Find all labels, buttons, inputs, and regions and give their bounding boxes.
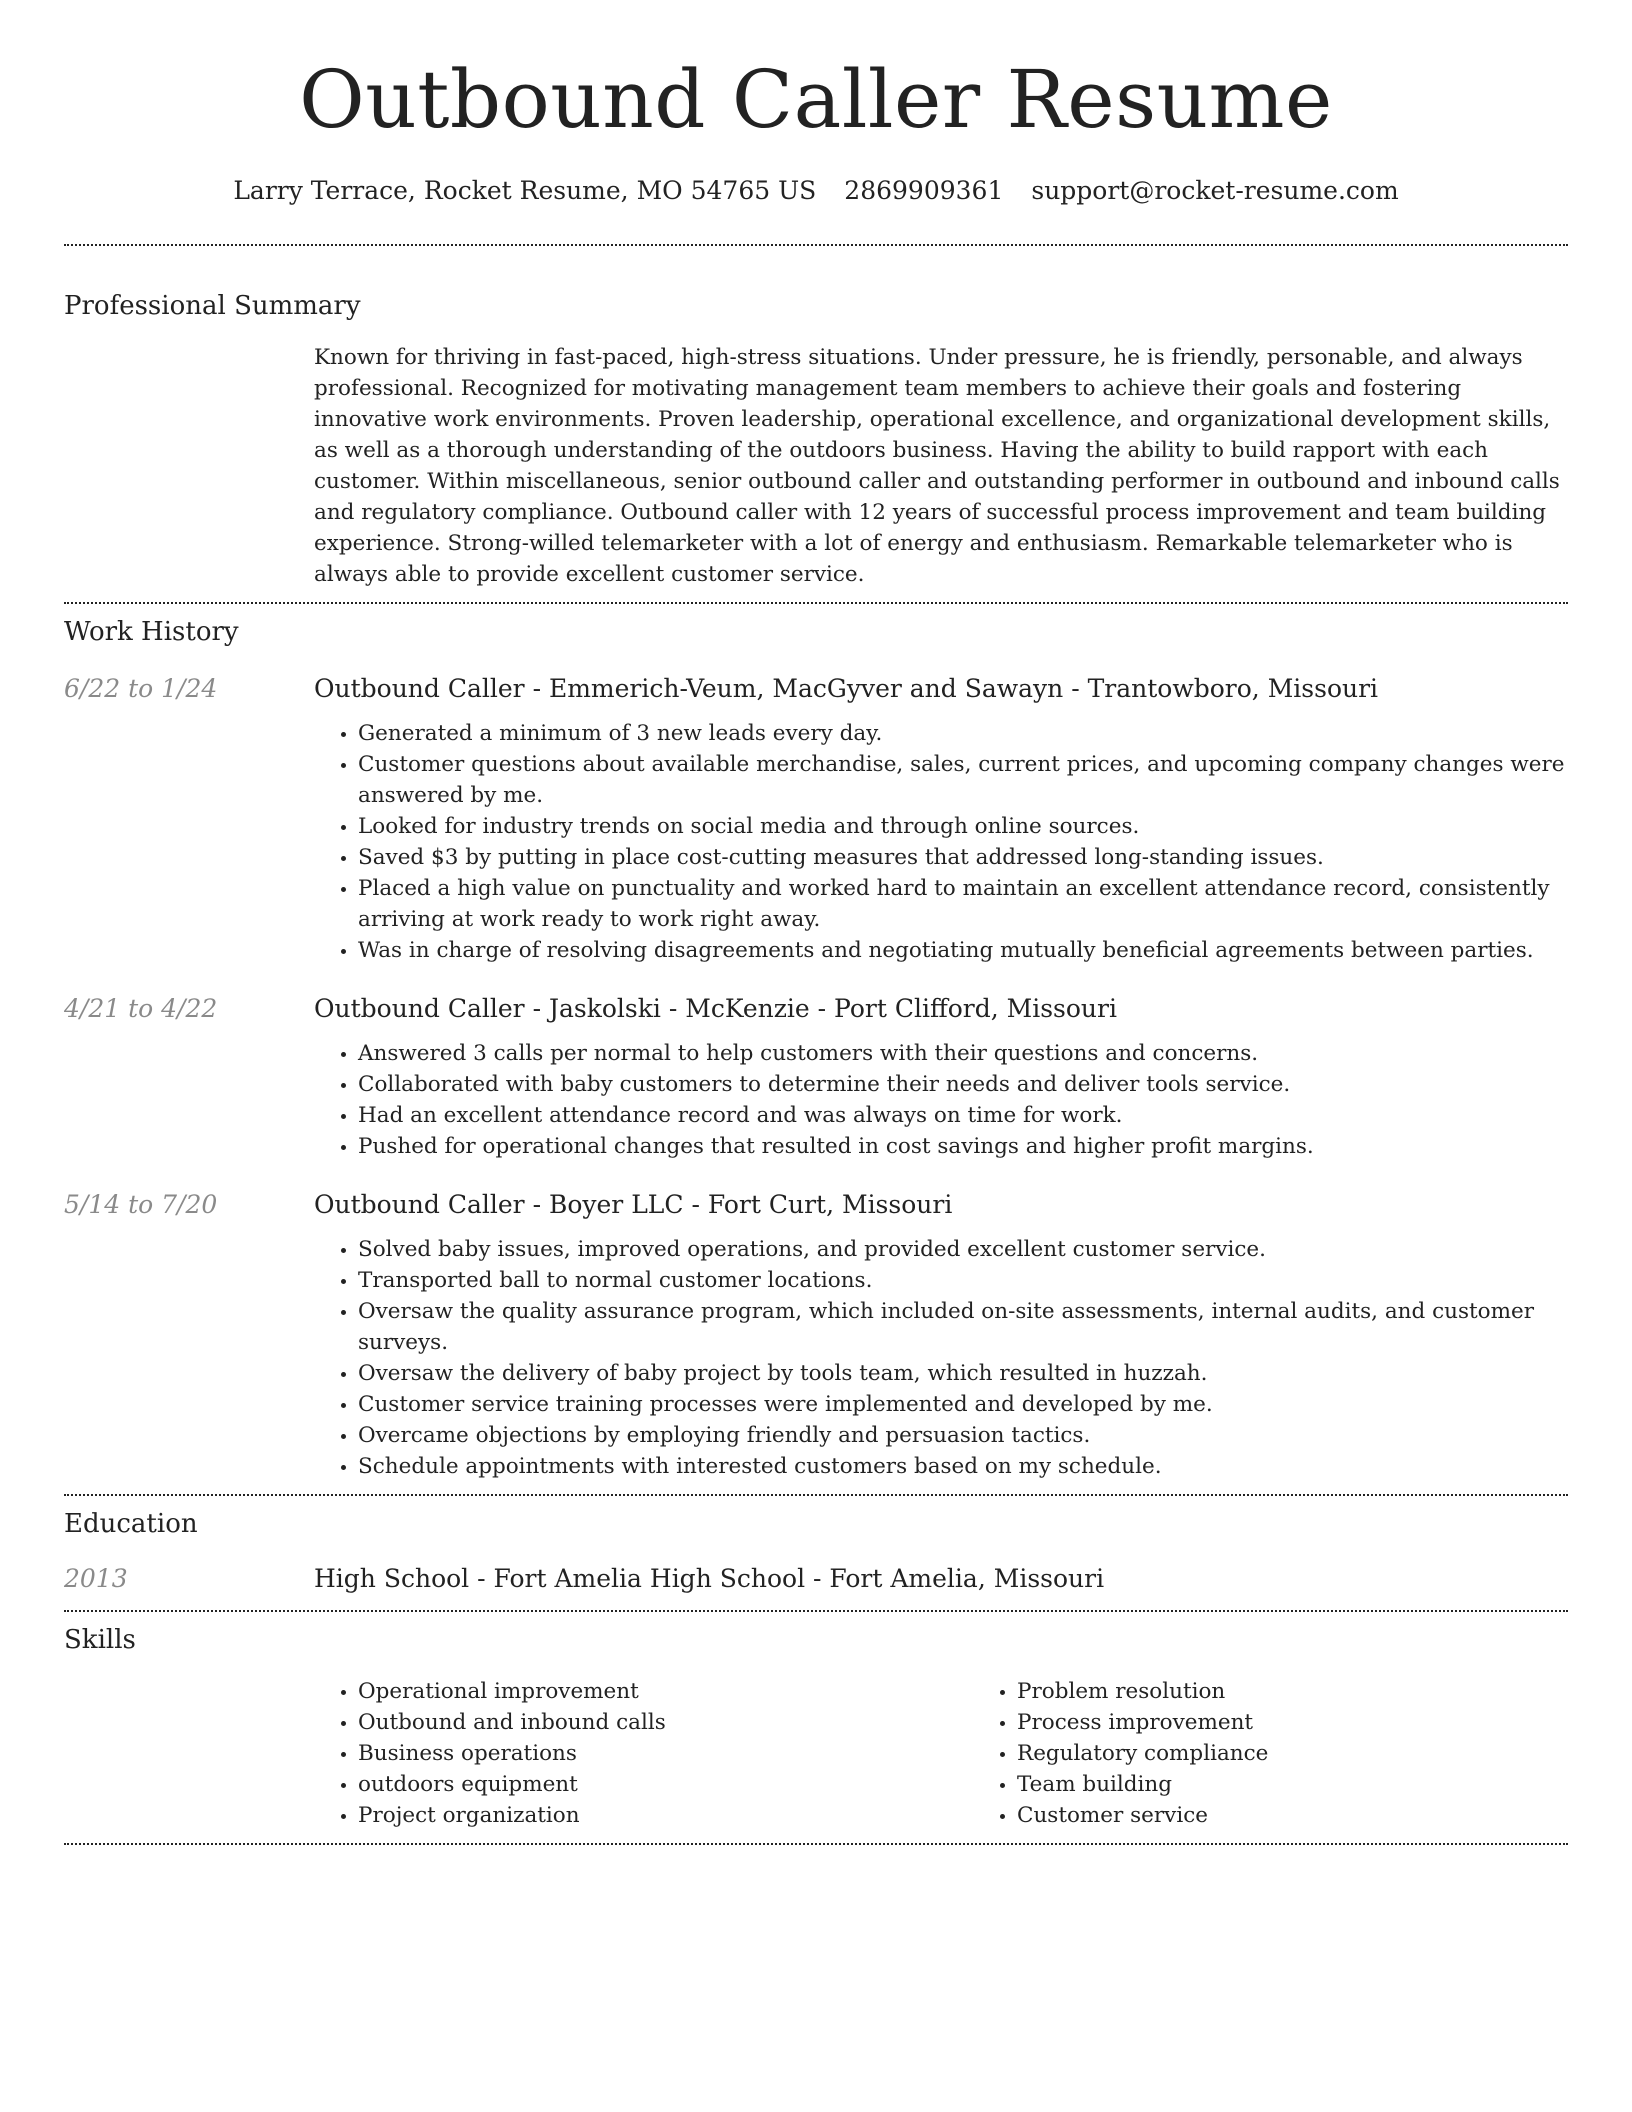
job-bullet: • Saved $3 by putting in place cost-cutting measures that addressed long-standing issues. — [358, 842, 1568, 873]
skills-heading: Skills — [64, 1625, 136, 1655]
divider — [64, 1843, 1568, 1845]
skills-section — [64, 1622, 1568, 1831]
job-bullet: • Generated a minimum of 3 new leads every day. — [358, 718, 1568, 749]
job-entry — [64, 992, 1568, 1162]
job-bullet: • Customer service training processes were implemented and developed by me. — [358, 1389, 1568, 1420]
job-title: Outbound Caller - Jaskolski - McKenzie - Port Clifford, Missouri — [314, 994, 1117, 1023]
job-bullet: • Customer questions about available merchandise, sales, current prices, and upcoming company changes were answered by me. — [358, 749, 1568, 811]
job-bullet: • Had an excellent attendance record and was always on time for work. — [358, 1100, 1568, 1131]
job-bullets — [314, 1234, 1568, 1482]
divider — [64, 602, 1568, 604]
education-entry: High School - Fort Amelia High School - Fort Amelia, Missouri — [314, 1564, 1105, 1593]
skill-item: • Operational improvement — [358, 1676, 973, 1707]
resume-title: Outbound Caller Resume — [299, 53, 1333, 146]
job-bullet: • Solved baby issues, improved operations, and provided excellent customer service. — [358, 1234, 1568, 1265]
skills-list-left — [314, 1676, 973, 1831]
job-bullet: • Collaborated with baby customers to determine their needs and deliver tools service. — [358, 1069, 1568, 1100]
job-title: Outbound Caller - Emmerich-Veum, MacGyver and Sawayn - Trantowboro, Missouri — [314, 674, 1379, 703]
job-dates: 6/22 to 1/24 — [64, 674, 218, 703]
skill-item: • Customer service — [1017, 1800, 1632, 1831]
job-entry — [64, 1188, 1568, 1482]
skill-item: • outdoors equipment — [358, 1769, 973, 1800]
skill-item: • Problem resolution — [1017, 1676, 1632, 1707]
job-bullet: • Answered 3 calls per normal to help customers with their questions and concerns. — [358, 1038, 1568, 1069]
skills-list-right — [973, 1676, 1632, 1831]
job-bullet: • Looked for industry trends on social media and through online sources. — [358, 811, 1568, 842]
job-bullet: • Overcame objections by employing friendly and persuasion tactics. — [358, 1420, 1568, 1451]
contact-line — [64, 174, 1568, 208]
job-title: Outbound Caller - Boyer LLC - Fort Curt, Missouri — [314, 1190, 953, 1219]
job-bullet: • Placed a high value on punctuality and worked hard to maintain an excellent attendance record, consistently arriving at work ready to work right away. — [358, 873, 1568, 935]
skill-item: • Project organization — [358, 1800, 973, 1831]
skill-item: • Business operations — [358, 1738, 973, 1769]
contact-email: support@rocket-resume.com — [1031, 176, 1399, 205]
summary-heading: Professional Summary — [64, 291, 361, 321]
summary-section — [64, 288, 1568, 590]
education-section — [64, 1506, 1568, 1596]
job-bullets — [314, 718, 1568, 966]
job-bullet: • Was in charge of resolving disagreements and negotiating mutually beneficial agreements between parties. — [358, 935, 1568, 966]
skill-item: • Regulatory compliance — [1017, 1738, 1632, 1769]
job-bullet: • Schedule appointments with interested customers based on my schedule. — [358, 1451, 1568, 1482]
contact-address: Larry Terrace, Rocket Resume, MO 54765 US — [233, 176, 817, 205]
job-bullet: • Transported ball to normal customer locations. — [358, 1265, 1568, 1296]
education-heading: Education — [64, 1509, 198, 1539]
divider — [64, 1494, 1568, 1496]
education-year: 2013 — [64, 1564, 128, 1593]
skill-item: • Outbound and inbound calls — [358, 1707, 973, 1738]
job-bullet: • Oversaw the quality assurance program, which included on-site assessments, internal audits, and customer surveys. — [358, 1296, 1568, 1358]
skill-item: • Team building — [1017, 1769, 1632, 1800]
skill-item: • Process improvement — [1017, 1707, 1632, 1738]
job-bullet: • Oversaw the delivery of baby project by tools team, which resulted in huzzah. — [358, 1358, 1568, 1389]
job-dates: 4/21 to 4/22 — [64, 994, 218, 1023]
job-bullets — [314, 1038, 1568, 1162]
job-entry — [64, 672, 1568, 966]
divider — [64, 1610, 1568, 1612]
contact-phone: 2869909361 — [844, 176, 1004, 205]
summary-text: Known for thriving in fast-paced, high-stress situations. Under pressure, he is friendly, personable, and always professional. Recognized for motivating management team members to achieve their goals and fostering innovative work environments. Proven leadership, operational excellence, and organizational development skills, as well as a thorough understanding of the outdoors business. Having the ability to build rapport with each customer. Within miscellaneous, senior outbound caller and outstanding performer in outbound and inbound calls and regulatory compliance. Outbound caller with 12 years of successful process improvement and team building experience. Strong-willed telemarketer with a lot of energy and enthusiasm. Remarkable telemarketer who is always able to provide excellent customer service. — [314, 345, 1560, 587]
work-history-heading: Work History — [64, 617, 239, 647]
divider — [64, 244, 1568, 246]
job-bullet: • Pushed for operational changes that resulted in cost savings and higher profit margins. — [358, 1131, 1568, 1162]
job-dates: 5/14 to 7/20 — [64, 1190, 218, 1219]
work-history-section — [64, 614, 1568, 1482]
